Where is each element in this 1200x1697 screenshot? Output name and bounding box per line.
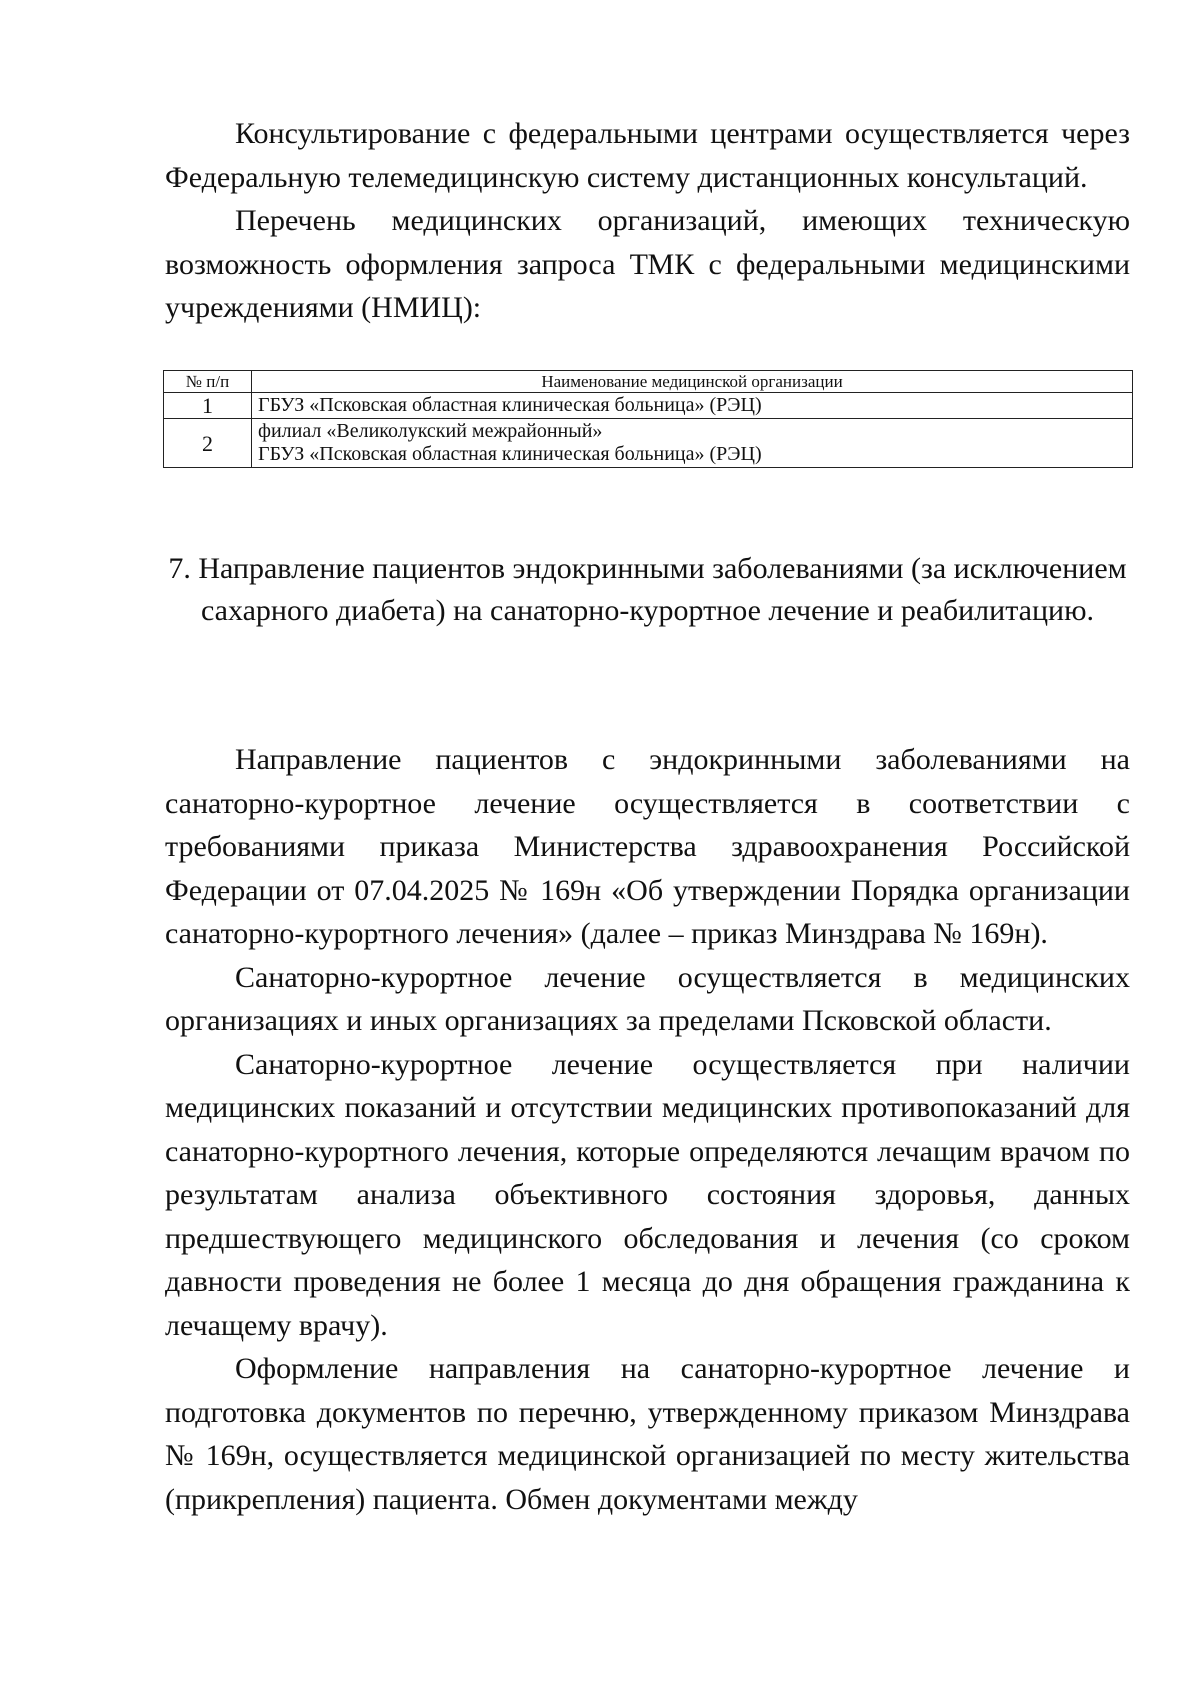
organization-name-line: филиал «Великолукский межрайонный» bbox=[258, 420, 603, 442]
intro-paragraph-consultation: Консультирование с федеральными центрами осуществляется через Федеральную телемедицинскую систему дистанционных консультаций. bbox=[165, 117, 1130, 194]
section-body bbox=[165, 738, 1130, 1521]
organization-name-cell bbox=[252, 393, 1133, 419]
table-header-row bbox=[164, 371, 1133, 393]
organization-name-cell bbox=[252, 419, 1133, 468]
table-row bbox=[164, 419, 1133, 468]
paragraph-referral-procedure: Направление пациентов с эндокринными заболеваниями на санаторно-курортное лечение осуществляется в соответствии с требованиями приказа Министерства здравоохранения Российской Федерации от 07.04.2025 № 169н «Об утверждении Порядка организации санаторно-курортного лечения» (далее – приказ Минздрава № 169н). bbox=[165, 743, 1130, 950]
row-number-cell: 1 bbox=[164, 393, 252, 419]
row-number-cell: 2 bbox=[164, 419, 252, 468]
table-row bbox=[164, 393, 1133, 419]
column-header-number: № п/п bbox=[164, 371, 252, 393]
section-heading: 7. Направление пациентов эндокринными заболеваниями (за исключением сахарного диабета) на санаторно-курортное лечение и реабилитацию. bbox=[168, 552, 1127, 627]
organization-name-line: ГБУЗ «Псковская областная клиническая больница» (РЭЦ) bbox=[258, 443, 762, 465]
column-header-organization-name: Наименование медицинской организации bbox=[252, 371, 1133, 393]
paragraph-medical-indications: Санаторно-курортное лечение осуществляется при наличии медицинских показаний и отсутствии медицинских противопоказаний для санаторно-курортного лечения, которые определяются лечащим врачом по результатам анализа объективного состояния здоровья, данных предшествующего медицинского обследования и лечения (со сроком давности проведения не более 1 месяца до дня обращения гражданина к лечащему врачу). bbox=[165, 1047, 1130, 1342]
organizations-table bbox=[163, 370, 1133, 468]
intro-block bbox=[165, 112, 1130, 330]
paragraph-document-preparation: Оформление направления на санаторно-курортное лечение и подготовка документов по перечню, утвержденному приказом Минздрава № 169н, осуществляется медицинской организацией по месту жительства (прикрепления) пациента. Обмен документами между bbox=[165, 1352, 1130, 1516]
organization-name-line: ГБУЗ «Псковская областная клиническая больница» (РЭЦ) bbox=[258, 394, 762, 416]
organizations-table-wrapper bbox=[163, 370, 1133, 468]
paragraph-treatment-location: Санаторно-курортное лечение осуществляется в медицинских организациях и иных организациях за пределами Псковской области. bbox=[165, 960, 1130, 1037]
intro-paragraph-org-list: Перечень медицинских организаций, имеющих техническую возможность оформления запроса ТМК с федеральными медицинскими учреждениями (НМИЦ): bbox=[165, 204, 1130, 324]
